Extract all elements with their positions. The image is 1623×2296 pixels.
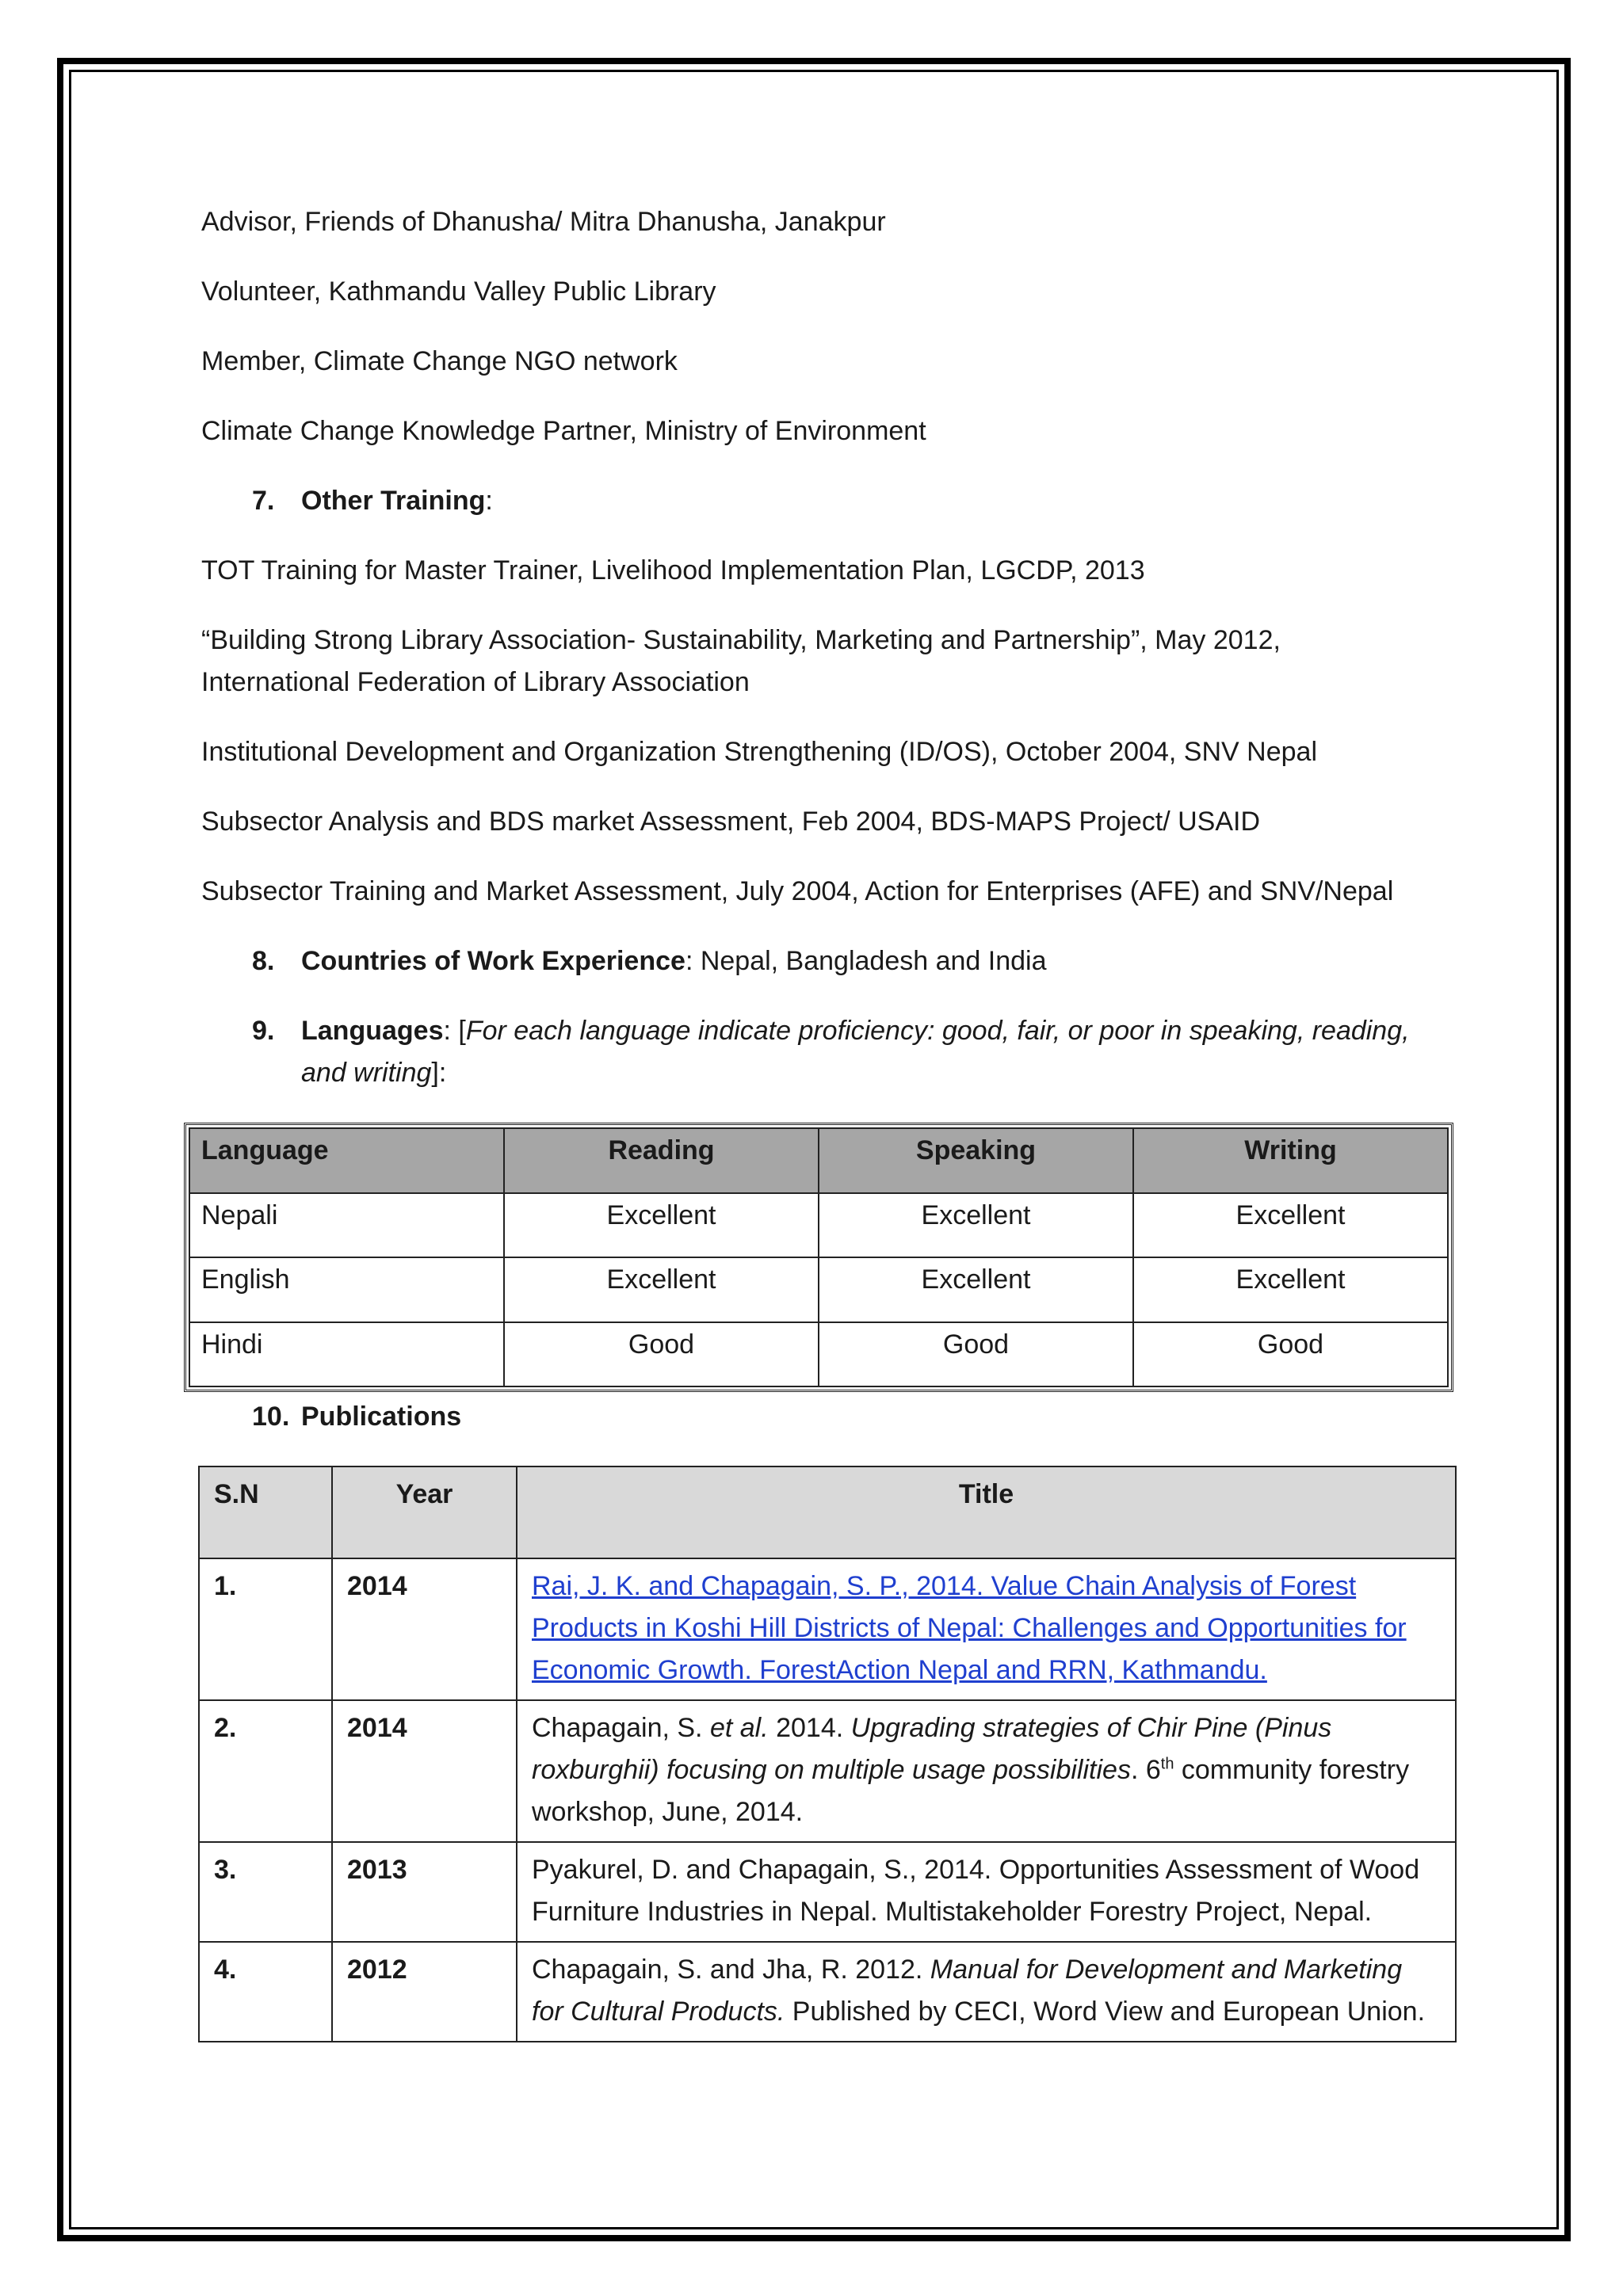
publication-title: Pyakurel, D. and Chapagain, S., 2014. Opportunities Assessment of Wood Furniture Industries in Nepal. Multistakeholder Forestry Project, Nepal. [517,1842,1456,1942]
publication-sn: 4. [199,1942,332,2042]
section-label: Other Training [301,486,486,516]
publication-year: 2014 [332,1558,517,1700]
section-number: 10. [252,1402,290,1432]
table-cell: Excellent [819,1193,1133,1258]
table-cell: Good [504,1322,819,1387]
publication-sn: 2. [199,1700,332,1842]
training-item: “Building Strong Library Association- Sustainability, Marketing and Partnership”, May 2012, [201,625,1281,655]
section-value: : Nepal, Bangladesh and India [685,946,1047,976]
title-part: Published by CECI, Word View and European Union. [785,1997,1426,2027]
training-item: Subsector Analysis and BDS market Assessment, Feb 2004, BDS-MAPS Project/ USAID [201,807,1260,837]
languages-table [184,1123,1453,1392]
training-item: Subsector Training and Market Assessment, July 2004, Action for Enterprises (AFE) and SNV/Nepal [201,876,1394,906]
title-part: Chapagain, S. and Jha, R. 2012. [532,1955,930,1985]
table-row [199,1558,1456,1700]
table-row [189,1193,1448,1258]
publication-title [517,1942,1456,2042]
section-instruction: For each language indicate proficiency: good, fair, or poor in speaking, reading, [465,1016,1410,1046]
column-header-sn: S.N [199,1466,332,1558]
title-part-italic: Upgrading strategies of Chir Pine (Pinus roxburghii) focusing on multiple usage possibilities [532,1713,1332,1785]
section-number: 7. [252,486,275,516]
title-part: community forestry workshop, June, 2014. [532,1755,1410,1827]
section-label: Languages [301,1016,444,1046]
table-cell: Excellent [504,1257,819,1322]
table-cell: Good [1133,1322,1448,1387]
publication-year: 2013 [332,1842,517,1942]
section-bracket-open: : [ [443,1016,466,1046]
publication-title [517,1700,1456,1842]
publication-title [517,1558,1456,1700]
section-publications-heading [252,1396,461,1438]
role-line: Volunteer, Kathmandu Valley Public Library [201,277,716,307]
column-header-title: Title [517,1466,1456,1558]
title-superscript: th [1160,1755,1174,1773]
section-instruction-continued: and writing [301,1058,432,1088]
table-cell: Hindi [189,1322,504,1387]
table-cell: Excellent [1133,1257,1448,1322]
table-row [199,1700,1456,1842]
table-cell: Excellent [1133,1193,1448,1258]
table-row [199,1942,1456,2042]
role-line: Advisor, Friends of Dhanusha/ Mitra Dhanusha, Janakpur [201,207,886,237]
table-row [189,1322,1448,1387]
table-row [199,1842,1456,1942]
title-part-italic: Manual for Development and Marketing for Cultural Products. [532,1955,1403,2027]
title-part: Chapagain, S. [532,1713,710,1743]
table-header-row [189,1128,1448,1193]
publication-year: 2014 [332,1700,517,1842]
training-item-continued: International Federation of Library Association [201,667,750,697]
column-header-speaking: Speaking [819,1128,1133,1193]
title-part: . 6 [1130,1755,1161,1785]
section-countries-heading [252,940,1047,982]
section-bracket-close: ]: [431,1058,447,1088]
column-header-year: Year [332,1466,517,1558]
publication-sn: 3. [199,1842,332,1942]
table-row [189,1257,1448,1322]
publication-sn: 1. [199,1558,332,1700]
publication-link[interactable]: Rai, J. K. and Chapagain, S. P., 2014. Value Chain Analysis of Forest Products in Koshi Hill Districts of Nepal: Challenges and Opportunities for Economic Growth. ForestAction Nepal and RRN, Kathmandu. [532,1571,1407,1685]
section-label: Publications [301,1402,462,1432]
publications-table [198,1466,1457,2042]
table-cell: Nepali [189,1193,504,1258]
role-line: Climate Change Knowledge Partner, Ministry of Environment [201,416,926,446]
publication-year: 2012 [332,1942,517,2042]
table-header-row [199,1466,1456,1558]
section-suffix: : [485,486,493,516]
title-part: 2014. [768,1713,851,1743]
section-languages-heading [252,1010,1441,1094]
column-header-language: Language [189,1128,504,1193]
role-line: Member, Climate Change NGO network [201,346,678,376]
section-other-training-heading [252,480,493,522]
column-header-writing: Writing [1133,1128,1448,1193]
section-number: 8. [252,946,275,976]
title-part-italic: et al. [709,1713,769,1743]
column-header-reading: Reading [504,1128,819,1193]
table-cell: English [189,1257,504,1322]
table-cell: Good [819,1322,1133,1387]
training-item: TOT Training for Master Trainer, Livelihood Implementation Plan, LGCDP, 2013 [201,555,1145,585]
section-number: 9. [252,1016,275,1046]
section-label: Countries of Work Experience [301,946,685,976]
table-cell: Excellent [819,1257,1133,1322]
table-cell: Excellent [504,1193,819,1258]
training-item: Institutional Development and Organization Strengthening (ID/OS), October 2004, SNV Nepal [201,737,1317,767]
